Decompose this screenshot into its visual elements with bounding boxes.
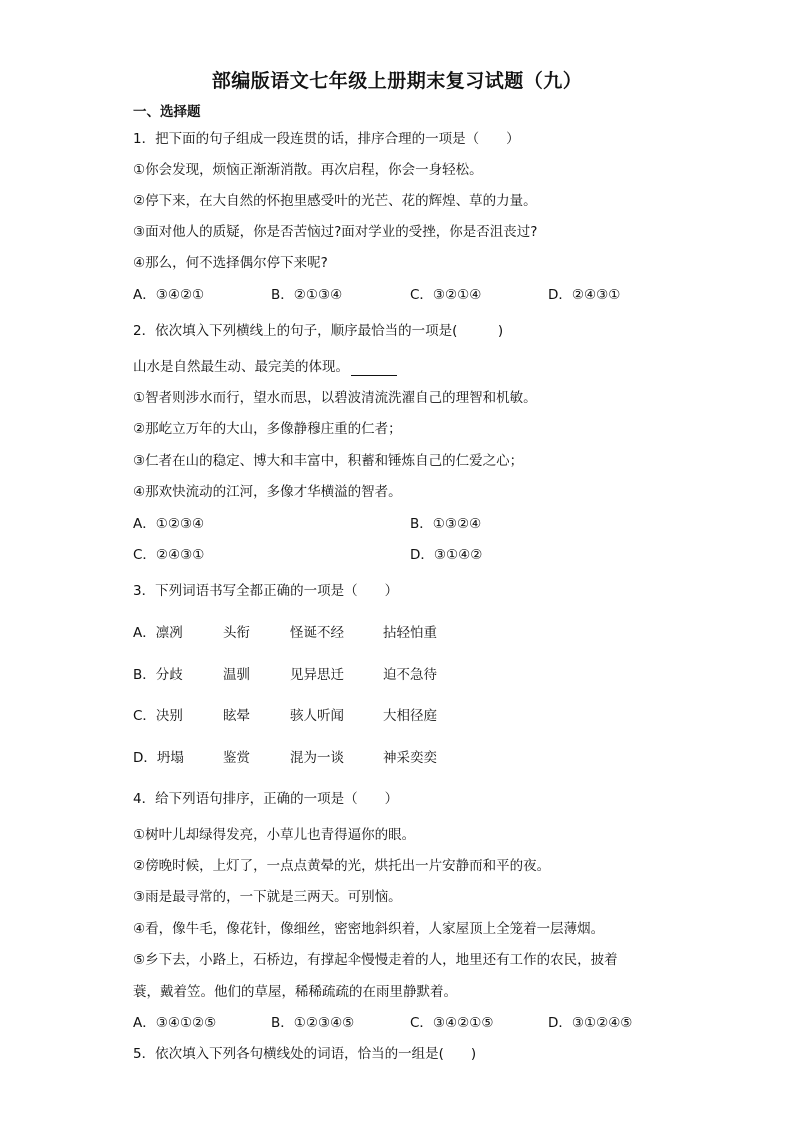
question-2-sentence-3: ③仁者在山的稳定、博大和丰富中，积蓄和锤炼自己的仁爱之心； [133,453,524,469]
question-3-option-b-word-2: 温驯 [223,667,250,683]
question-2-stem: 2．依次填入下列横线上的句子，顺序最恰当的一项是( ) [133,323,504,339]
question-3-option-a[interactable]: A．凛冽 [133,625,183,641]
question-3-option-d-word-3: 混为一谈 [290,750,344,766]
question-2-sentence-2: ②那屹立万年的大山，多像静穆庄重的仁者； [133,421,402,437]
question-1-option-c[interactable]: C．③②①④ [410,287,482,303]
question-1-sentence-1: ①你会发现，烦恼正渐渐消散。再次启程，你会一身轻松。 [133,162,483,178]
question-4-stem: 4．给下列语句排序，正确的一项是（ ） [133,791,399,807]
question-4-option-a[interactable]: A．③④①②⑤ [133,1015,217,1031]
question-1-option-b[interactable]: B．②①③④ [271,287,343,303]
question-2-sentence-4: ④那欢快流动的江河，多像才华横溢的智者。 [133,484,402,500]
question-3-option-b[interactable]: B．分歧 [133,667,183,683]
question-3-stem: 3．下列词语书写全都正确的一项是（ ） [133,583,399,599]
question-3-option-d-word-4: 神采奕奕 [383,750,437,766]
question-2-sentence-1: ①智者则涉水而行，望水而思，以碧波清流洗濯自己的理智和机敏。 [133,390,537,406]
section-heading: 一、选择题 [133,104,201,120]
question-1-sentence-3: ③面对他人的质疑，你是否苦恼过?面对学业的受挫，你是否沮丧过? [133,224,538,240]
question-4-sentence-4: ④看，像牛毛，像花针，像细丝，密密地斜织着，人家屋顶上全笼着一层薄烟。 [133,921,605,937]
question-3-option-b-word-4: 迫不急待 [383,667,437,683]
question-4-option-d[interactable]: D．③①②④⑤ [548,1015,633,1031]
question-2-option-d[interactable]: D．③①④② [410,547,483,563]
page-title: 部编版语文七年级上册期末复习试题（九） [211,70,583,92]
question-3-option-d-word-2: 鉴赏 [223,750,250,766]
question-5-stem: 5．依次填入下列各句横线处的词语，恰当的一组是( ) [133,1046,477,1062]
question-3-option-a-word-2: 头衔 [223,625,250,641]
question-4-sentence-5: ⑤乡下去，小路上，石桥边，有撑起伞慢慢走着的人，地里还有工作的农民，披着 [133,952,618,968]
question-2-option-a[interactable]: A．①②③④ [133,516,205,532]
question-4-sentence-1: ①树叶儿却绿得发亮，小草儿也青得逼你的眼。 [133,827,416,843]
question-4-option-c[interactable]: C．③④②①⑤ [410,1015,494,1031]
question-3-option-c-word-2: 眩晕 [223,708,250,724]
question-3-option-a-word-4: 拈轻怕重 [383,625,437,641]
question-3-option-a-word-3: 怪诞不经 [290,625,344,641]
question-2-option-b[interactable]: B．①③②④ [410,516,482,532]
question-3-option-d[interactable]: D．坍塌 [133,750,184,766]
question-3-option-c-word-3: 骇人听闻 [290,708,344,724]
question-4-sentence-3: ③雨是最寻常的，一下就是三两天。可别恼。 [133,889,402,905]
question-1-sentence-2: ②停下来，在大自然的怀抱里感受叶的光芒、花的辉煌、草的力量。 [133,193,537,209]
question-4-option-b[interactable]: B．①②③④⑤ [271,1015,355,1031]
question-1-option-d[interactable]: D．②④③① [548,287,621,303]
question-3-option-c[interactable]: C．决别 [133,708,183,724]
question-4-sentence-5-cont: 蓑，戴着笠。他们的草屋，稀稀疏疏的在雨里静默着。 [133,984,457,1000]
question-1-option-a[interactable]: A．③④②① [133,287,205,303]
question-3-option-b-word-3: 见异思迁 [290,667,344,683]
question-4-sentence-2: ②傍晚时候，上灯了，一点点黄晕的光，烘托出一片安静而和平的夜。 [133,858,551,874]
answer-blank [351,361,397,376]
question-3-option-c-word-4: 大相径庭 [383,708,437,724]
question-2-option-c[interactable]: C．②④③① [133,547,205,563]
question-1-sentence-4: ④那么，何不选择偶尔停下来呢? [133,255,328,271]
question-1-stem: 1．把下面的句子组成一段连贯的话，排序合理的一项是（ ） [133,131,520,147]
question-2-lead-text: 山水是自然最生动、最完美的体现。 [133,359,349,375]
question-2-lead [133,358,397,376]
